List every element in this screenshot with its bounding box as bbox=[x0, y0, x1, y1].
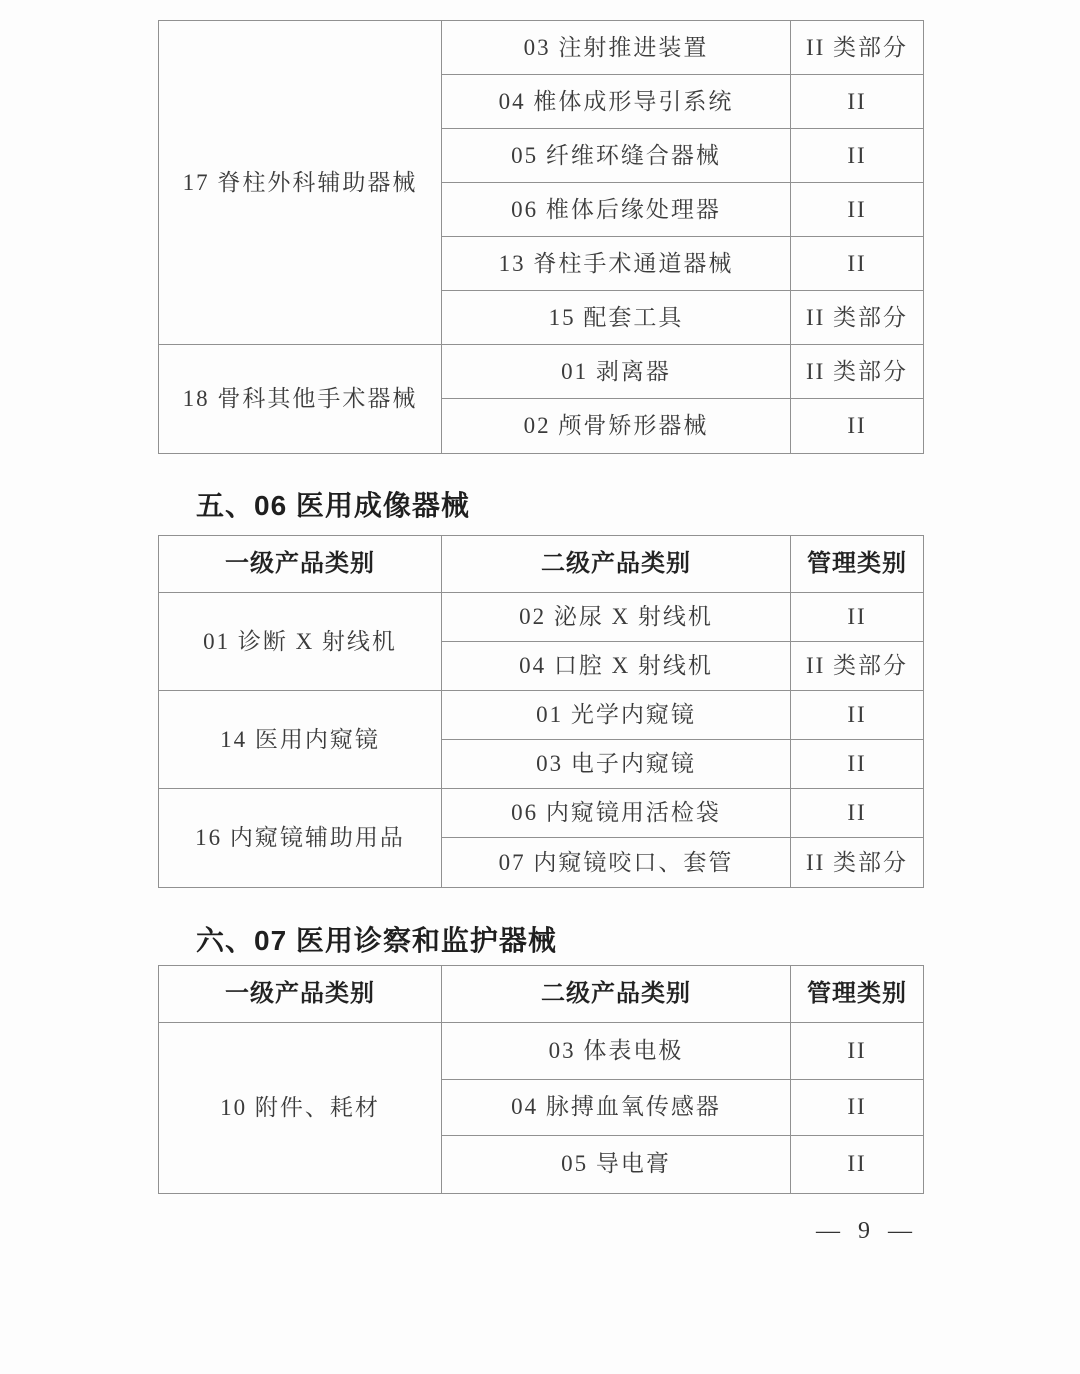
management-class-cell: II bbox=[791, 593, 923, 642]
management-class-cell: II bbox=[791, 237, 923, 291]
secondary-category-cell: 01 剥离器 bbox=[442, 345, 791, 399]
diagnostic-monitoring-table bbox=[158, 965, 924, 1194]
secondary-category-cell: 04 脉搏血氧传感器 bbox=[442, 1080, 791, 1137]
primary-category-cell: 16 内窥镜辅助用品 bbox=[159, 789, 442, 887]
secondary-category-cell: 03 注射推进装置 bbox=[442, 21, 791, 75]
management-class-cell: II bbox=[791, 129, 923, 183]
section-title-6: 六、07 医用诊察和监护器械 bbox=[196, 925, 557, 956]
management-class-cell: II 类部分 bbox=[791, 642, 923, 691]
col-header-primary-category: 一级产品类别 bbox=[159, 966, 442, 1023]
primary-category-cell: 17 脊柱外科辅助器械 bbox=[159, 21, 442, 345]
management-class-cell: II bbox=[791, 1080, 923, 1137]
management-class-cell: II bbox=[791, 75, 923, 129]
primary-category-cell: 10 附件、耗材 bbox=[159, 1023, 442, 1193]
secondary-category-cell: 03 电子内窥镜 bbox=[442, 740, 791, 789]
secondary-category-cell: 01 光学内窥镜 bbox=[442, 691, 791, 740]
col-header-secondary-category: 二级产品类别 bbox=[442, 536, 791, 593]
primary-category-cell: 14 医用内窥镜 bbox=[159, 691, 442, 789]
col-header-management-class: 管理类别 bbox=[791, 536, 923, 593]
management-class-cell: II bbox=[847, 1151, 867, 1177]
secondary-category-cell: 02 泌尿 X 射线机 bbox=[442, 593, 791, 642]
management-class-cell: II 类部分 bbox=[791, 345, 923, 399]
management-class-cell: II bbox=[791, 1023, 923, 1080]
management-class-cell: II bbox=[847, 413, 867, 439]
orthopedic-aux-table bbox=[158, 20, 924, 454]
secondary-category-cell: 05 纤维环缝合器械 bbox=[442, 129, 791, 183]
secondary-category-cell: 07 内窥镜咬口、套管 bbox=[442, 838, 791, 887]
secondary-category-cell: 05 导电膏 bbox=[442, 1136, 791, 1193]
col-header-secondary-category: 二级产品类别 bbox=[442, 966, 791, 1023]
secondary-category-cell: 02 颅骨矫形器械 bbox=[442, 399, 791, 453]
section-title-5: 五、06 医用成像器械 bbox=[196, 490, 470, 521]
management-class-cell: II 类部分 bbox=[805, 849, 909, 875]
secondary-category-cell: 04 口腔 X 射线机 bbox=[442, 642, 791, 691]
management-class-cell: II bbox=[791, 183, 923, 237]
secondary-category-cell: 06 内窥镜用活检袋 bbox=[442, 789, 791, 838]
secondary-category-cell: 03 体表电极 bbox=[442, 1023, 791, 1080]
col-header-primary-category: 一级产品类别 bbox=[159, 536, 442, 593]
secondary-category-cell: 06 椎体后缘处理器 bbox=[442, 183, 791, 237]
secondary-category-cell: 15 配套工具 bbox=[442, 291, 791, 345]
primary-category-cell: 18 骨科其他手术器械 bbox=[159, 345, 442, 453]
primary-category-cell: 01 诊断 X 射线机 bbox=[159, 593, 442, 691]
management-class-cell: II bbox=[791, 691, 923, 740]
page-number: — 9 — bbox=[816, 1218, 918, 1244]
management-class-cell: II bbox=[791, 740, 923, 789]
management-class-cell: II bbox=[791, 789, 923, 838]
management-class-cell: II 类部分 bbox=[791, 291, 923, 345]
management-class-cell: II 类部分 bbox=[791, 21, 923, 75]
secondary-category-cell: 04 椎体成形导引系统 bbox=[442, 75, 791, 129]
medical-imaging-table bbox=[158, 535, 924, 888]
secondary-category-cell: 13 脊柱手术通道器械 bbox=[442, 237, 791, 291]
col-header-management-class: 管理类别 bbox=[791, 966, 923, 1023]
